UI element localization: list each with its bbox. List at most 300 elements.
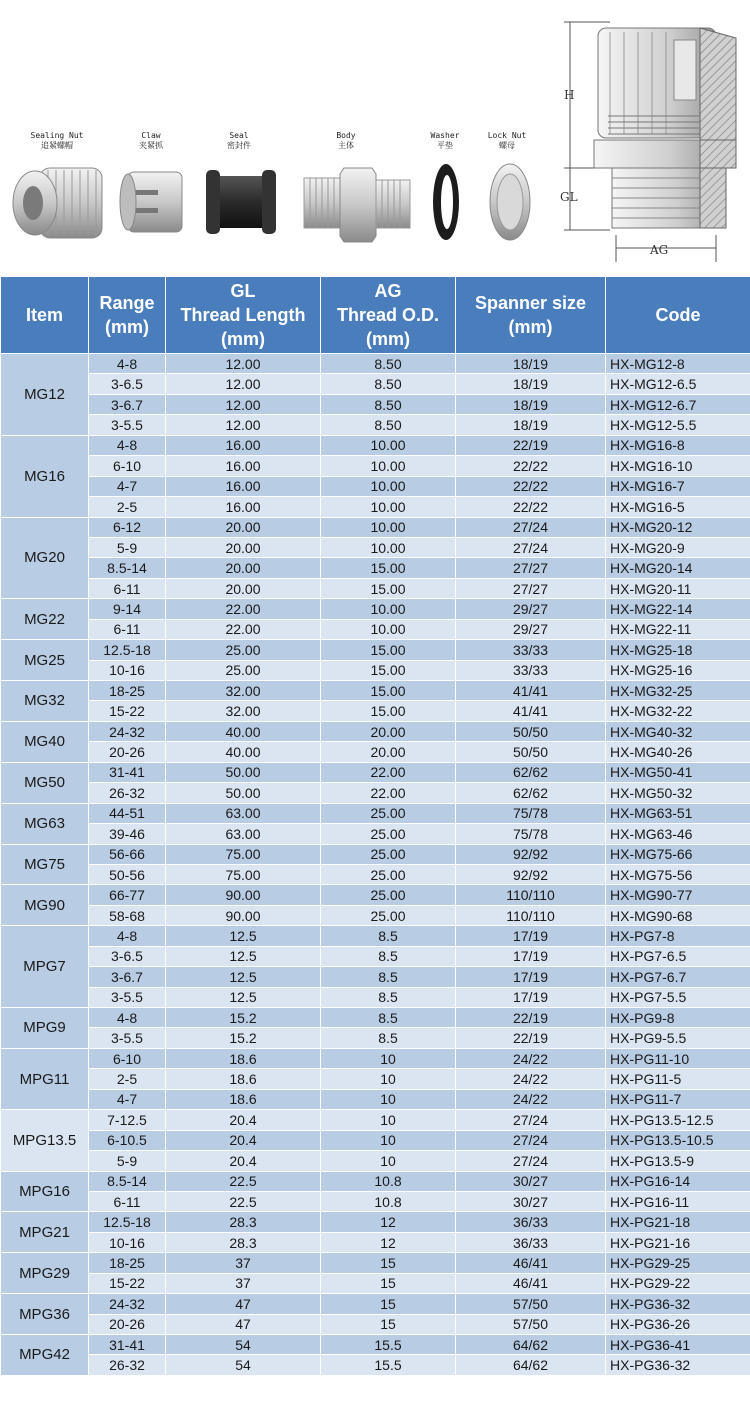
gl-cell: 15.2 [166, 1028, 321, 1048]
range-cell: 66-77 [89, 885, 166, 905]
range-cell: 6-11 [89, 619, 166, 639]
spanner-cell: 27/27 [456, 558, 606, 578]
code-cell: HX-PG36-32 [606, 1355, 750, 1375]
range-cell: 31-41 [89, 1335, 166, 1355]
gl-cell: 12.5 [166, 946, 321, 966]
range-cell: 5-9 [89, 1151, 166, 1171]
table-row [1, 1294, 750, 1314]
table-row [1, 1069, 750, 1089]
range-cell: 2-5 [89, 1069, 166, 1089]
ag-cell: 10 [321, 1151, 456, 1171]
gl-cell: 75.00 [166, 864, 321, 884]
spanner-cell: 27/27 [456, 578, 606, 598]
code-cell: HX-PG21-16 [606, 1232, 750, 1252]
range-cell: 4-8 [89, 926, 166, 946]
range-cell: 5-9 [89, 537, 166, 557]
table-row [1, 864, 750, 884]
code-cell: HX-PG7-5.5 [606, 987, 750, 1007]
gl-cell: 32.00 [166, 681, 321, 701]
table-row [1, 1130, 750, 1150]
range-cell: 18-25 [89, 681, 166, 701]
ag-cell: 15.00 [321, 558, 456, 578]
gl-cell: 15.2 [166, 1008, 321, 1028]
range-cell: 7-12.5 [89, 1110, 166, 1130]
ag-cell: 20.00 [321, 742, 456, 762]
range-cell: 4-7 [89, 1089, 166, 1109]
range-cell: 3-5.5 [89, 987, 166, 1007]
range-cell: 6-10 [89, 456, 166, 476]
part-label-sealing-nut: Sealing Nut 追紧螺帽 [30, 131, 84, 150]
gl-cell: 37 [166, 1273, 321, 1293]
table-row [1, 456, 750, 476]
range-cell: 4-7 [89, 476, 166, 496]
table-row [1, 824, 750, 844]
range-cell: 6-12 [89, 517, 166, 537]
part-label-washer: Washer 平垫 [430, 131, 460, 150]
gl-cell: 12.00 [166, 415, 321, 435]
spanner-cell: 30/27 [456, 1191, 606, 1211]
gl-cell: 40.00 [166, 721, 321, 741]
spanner-cell: 75/78 [456, 803, 606, 823]
header-item: Item [1, 277, 89, 354]
code-cell: HX-MG75-66 [606, 844, 750, 864]
ag-cell: 8.5 [321, 926, 456, 946]
range-cell: 8.5-14 [89, 1171, 166, 1191]
spanner-cell: 22/22 [456, 497, 606, 517]
gl-cell: 25.00 [166, 640, 321, 660]
ag-cell: 8.50 [321, 374, 456, 394]
gl-cell: 18.6 [166, 1069, 321, 1089]
table-row [1, 1212, 750, 1232]
code-cell: HX-PG36-41 [606, 1335, 750, 1355]
part-label-body: Body 主体 [336, 131, 356, 150]
table-row [1, 517, 750, 537]
code-cell: HX-PG11-10 [606, 1048, 750, 1068]
code-cell: HX-MG20-14 [606, 558, 750, 578]
ag-cell: 15.00 [321, 660, 456, 680]
spanner-cell: 27/24 [456, 1151, 606, 1171]
item-cell: MG32 [1, 681, 89, 722]
ag-cell: 8.5 [321, 1028, 456, 1048]
gl-cell: 20.00 [166, 537, 321, 557]
ag-cell: 8.5 [321, 967, 456, 987]
gl-cell: 12.00 [166, 354, 321, 374]
sealing-nut-part [13, 168, 102, 238]
code-cell: HX-PG36-32 [606, 1294, 750, 1314]
ag-cell: 15.5 [321, 1335, 456, 1355]
range-cell: 6-11 [89, 578, 166, 598]
item-cell: MPG9 [1, 1008, 89, 1049]
code-cell: HX-PG36-26 [606, 1314, 750, 1334]
gl-cell: 50.00 [166, 762, 321, 782]
spanner-cell: 24/22 [456, 1069, 606, 1089]
gl-cell: 50.00 [166, 783, 321, 803]
range-cell: 3-6.7 [89, 394, 166, 414]
ag-cell: 22.00 [321, 762, 456, 782]
spanner-cell: 41/41 [456, 701, 606, 721]
spanner-cell: 110/110 [456, 905, 606, 925]
gl-cell: 28.3 [166, 1212, 321, 1232]
spanner-cell: 22/19 [456, 435, 606, 455]
section-view-drawing [550, 0, 750, 275]
code-cell: HX-MG25-16 [606, 660, 750, 680]
table-row [1, 762, 750, 782]
spanner-cell: 64/62 [456, 1355, 606, 1375]
table-row [1, 987, 750, 1007]
table-row [1, 558, 750, 578]
code-cell: HX-PG9-5.5 [606, 1028, 750, 1048]
spanner-cell: 17/19 [456, 987, 606, 1007]
ag-cell: 25.00 [321, 864, 456, 884]
code-cell: HX-MG40-26 [606, 742, 750, 762]
table-row [1, 640, 750, 660]
gl-cell: 16.00 [166, 476, 321, 496]
code-cell: HX-PG16-14 [606, 1171, 750, 1191]
table-row [1, 742, 750, 762]
item-cell: MG25 [1, 640, 89, 681]
range-cell: 56-66 [89, 844, 166, 864]
gl-cell: 12.00 [166, 374, 321, 394]
ag-cell: 10.00 [321, 476, 456, 496]
ag-cell: 25.00 [321, 905, 456, 925]
table-row [1, 783, 750, 803]
table-row [1, 1191, 750, 1211]
part-label-seal: Seal 密封件 [227, 131, 251, 150]
table-row [1, 599, 750, 619]
table-row [1, 1028, 750, 1048]
table-row [1, 1008, 750, 1028]
gl-cell: 75.00 [166, 844, 321, 864]
header-code: Code [606, 277, 750, 354]
code-cell: HX-PG13.5-9 [606, 1151, 750, 1171]
table-row [1, 926, 750, 946]
ag-cell: 10.00 [321, 435, 456, 455]
range-cell: 26-32 [89, 1355, 166, 1375]
spanner-cell: 33/33 [456, 640, 606, 660]
ag-cell: 10.00 [321, 619, 456, 639]
part-label-lock-nut: Lock Nut 螺母 [487, 131, 527, 150]
code-cell: HX-PG7-6.5 [606, 946, 750, 966]
spanner-cell: 62/62 [456, 762, 606, 782]
gl-cell: 22.5 [166, 1171, 321, 1191]
ag-cell: 8.50 [321, 354, 456, 374]
gl-cell: 37 [166, 1253, 321, 1273]
range-cell: 26-32 [89, 783, 166, 803]
spanner-cell: 24/22 [456, 1089, 606, 1109]
spanner-cell: 92/92 [456, 844, 606, 864]
spanner-cell: 17/19 [456, 926, 606, 946]
code-cell: HX-PG7-6.7 [606, 967, 750, 987]
spanner-cell: 50/50 [456, 721, 606, 741]
code-cell: HX-MG63-51 [606, 803, 750, 823]
code-cell: HX-MG12-6.5 [606, 374, 750, 394]
code-cell: HX-MG75-56 [606, 864, 750, 884]
code-cell: HX-PG16-11 [606, 1191, 750, 1211]
ag-cell: 12 [321, 1212, 456, 1232]
code-cell: HX-MG90-77 [606, 885, 750, 905]
ag-cell: 10.00 [321, 537, 456, 557]
ag-cell: 8.5 [321, 987, 456, 1007]
table-row [1, 578, 750, 598]
item-cell: MG12 [1, 354, 89, 436]
ag-cell: 10.00 [321, 517, 456, 537]
code-cell: HX-MG16-5 [606, 497, 750, 517]
ag-cell: 12 [321, 1232, 456, 1252]
item-cell: MPG36 [1, 1294, 89, 1335]
gl-cell: 54 [166, 1335, 321, 1355]
ag-cell: 15 [321, 1273, 456, 1293]
gl-cell: 12.5 [166, 987, 321, 1007]
code-cell: HX-PG21-18 [606, 1212, 750, 1232]
range-cell: 20-26 [89, 742, 166, 762]
gl-cell: 12.5 [166, 967, 321, 987]
code-cell: HX-MG12-6.7 [606, 394, 750, 414]
range-cell: 24-32 [89, 721, 166, 741]
table-row [1, 1355, 750, 1375]
spanner-cell: 30/27 [456, 1171, 606, 1191]
ag-cell: 22.00 [321, 783, 456, 803]
ag-cell: 8.50 [321, 394, 456, 414]
table-row [1, 844, 750, 864]
body-part [304, 168, 410, 242]
ag-cell: 15.00 [321, 701, 456, 721]
code-cell: HX-MG90-68 [606, 905, 750, 925]
table-row [1, 660, 750, 680]
spanner-cell: 92/92 [456, 864, 606, 884]
code-cell: HX-MG20-12 [606, 517, 750, 537]
ag-cell: 15 [321, 1294, 456, 1314]
ag-cell: 10 [321, 1048, 456, 1068]
code-cell: HX-MG50-32 [606, 783, 750, 803]
header-range: Range (mm) [89, 277, 166, 354]
gl-cell: 20.4 [166, 1151, 321, 1171]
table-row [1, 1110, 750, 1130]
range-cell: 18-25 [89, 1253, 166, 1273]
gl-cell: 47 [166, 1294, 321, 1314]
item-cell: MPG42 [1, 1335, 89, 1376]
ag-cell: 15.00 [321, 578, 456, 598]
code-cell: HX-MG16-8 [606, 435, 750, 455]
range-cell: 6-10 [89, 1048, 166, 1068]
ag-cell: 10 [321, 1069, 456, 1089]
dimension-h-label: H [564, 88, 575, 102]
gl-cell: 63.00 [166, 803, 321, 823]
spanner-cell: 24/22 [456, 1048, 606, 1068]
range-cell: 10-16 [89, 660, 166, 680]
range-cell: 4-8 [89, 354, 166, 374]
spanner-cell: 36/33 [456, 1232, 606, 1252]
code-cell: HX-PG29-25 [606, 1253, 750, 1273]
code-cell: HX-PG11-7 [606, 1089, 750, 1109]
gl-cell: 12.5 [166, 926, 321, 946]
range-cell: 3-6.7 [89, 967, 166, 987]
spanner-cell: 18/19 [456, 394, 606, 414]
gl-cell: 22.00 [166, 619, 321, 639]
spanner-cell: 57/50 [456, 1294, 606, 1314]
range-cell: 58-68 [89, 905, 166, 925]
range-cell: 9-14 [89, 599, 166, 619]
ag-cell: 25.00 [321, 885, 456, 905]
spanner-cell: 18/19 [456, 354, 606, 374]
range-cell: 12.5-18 [89, 1212, 166, 1232]
code-cell: HX-MG32-25 [606, 681, 750, 701]
ag-cell: 15.5 [321, 1355, 456, 1375]
ag-cell: 15 [321, 1253, 456, 1273]
range-cell: 3-6.5 [89, 374, 166, 394]
spanner-cell: 57/50 [456, 1314, 606, 1334]
ag-cell: 15.00 [321, 681, 456, 701]
ag-cell: 10.00 [321, 497, 456, 517]
gl-cell: 22.5 [166, 1191, 321, 1211]
code-cell: HX-PG11-5 [606, 1069, 750, 1089]
spanner-cell: 17/19 [456, 967, 606, 987]
spanner-cell: 75/78 [456, 824, 606, 844]
ag-cell: 10.00 [321, 599, 456, 619]
gl-cell: 47 [166, 1314, 321, 1334]
table-row [1, 1232, 750, 1252]
code-cell: HX-MG12-8 [606, 354, 750, 374]
gl-cell: 54 [166, 1355, 321, 1375]
header-spanner-size: Spanner size (mm) [456, 277, 606, 354]
dimension-ag-label: AG [650, 243, 669, 257]
lock-nut-part [490, 164, 530, 240]
product-illustration [0, 0, 750, 275]
ag-cell: 10.8 [321, 1191, 456, 1211]
table-row [1, 435, 750, 455]
table-row [1, 905, 750, 925]
range-cell: 8.5-14 [89, 558, 166, 578]
header-gl: GL Thread Length (mm) [166, 277, 321, 354]
table-row [1, 354, 750, 374]
spanner-cell: 50/50 [456, 742, 606, 762]
code-cell: HX-MG25-18 [606, 640, 750, 660]
range-cell: 24-32 [89, 1294, 166, 1314]
range-cell: 39-46 [89, 824, 166, 844]
spanner-cell: 18/19 [456, 374, 606, 394]
ag-cell: 10 [321, 1089, 456, 1109]
item-cell: MG40 [1, 721, 89, 762]
table-row [1, 701, 750, 721]
gl-cell: 16.00 [166, 456, 321, 476]
code-cell: HX-PG13.5-12.5 [606, 1110, 750, 1130]
dimension-gl-label: GL [560, 190, 578, 204]
range-cell: 44-51 [89, 803, 166, 823]
spanner-cell: 22/22 [456, 476, 606, 496]
code-cell: HX-MG16-10 [606, 456, 750, 476]
spanner-cell: 29/27 [456, 619, 606, 639]
gl-cell: 18.6 [166, 1048, 321, 1068]
gl-cell: 32.00 [166, 701, 321, 721]
range-cell: 6-10.5 [89, 1130, 166, 1150]
header-ag: AG Thread O.D. (mm) [321, 277, 456, 354]
table-row [1, 1171, 750, 1191]
spanner-cell: 27/24 [456, 1130, 606, 1150]
spanner-cell: 36/33 [456, 1212, 606, 1232]
table-row [1, 803, 750, 823]
gl-cell: 63.00 [166, 824, 321, 844]
table-row [1, 885, 750, 905]
spanner-cell: 46/41 [456, 1253, 606, 1273]
range-cell: 3-5.5 [89, 415, 166, 435]
item-cell: MPG11 [1, 1048, 89, 1109]
code-cell: HX-MG22-11 [606, 619, 750, 639]
ag-cell: 8.5 [321, 946, 456, 966]
item-cell: MG20 [1, 517, 89, 599]
range-cell: 2-5 [89, 497, 166, 517]
code-cell: HX-PG9-8 [606, 1008, 750, 1028]
gl-cell: 20.00 [166, 517, 321, 537]
table-row [1, 1253, 750, 1273]
ag-cell: 25.00 [321, 844, 456, 864]
range-cell: 15-22 [89, 701, 166, 721]
table-row [1, 415, 750, 435]
item-cell: MG90 [1, 885, 89, 926]
ag-cell: 8.5 [321, 1008, 456, 1028]
gl-cell: 90.00 [166, 905, 321, 925]
spanner-cell: 62/62 [456, 783, 606, 803]
table-row [1, 1089, 750, 1109]
code-cell: HX-PG29-22 [606, 1273, 750, 1293]
code-cell: HX-MG32-22 [606, 701, 750, 721]
ag-cell: 10 [321, 1130, 456, 1150]
ag-cell: 8.50 [321, 415, 456, 435]
range-cell: 3-5.5 [89, 1028, 166, 1048]
table-row [1, 1151, 750, 1171]
gl-cell: 12.00 [166, 394, 321, 414]
spanner-cell: 29/27 [456, 599, 606, 619]
table-row [1, 1314, 750, 1334]
gl-cell: 90.00 [166, 885, 321, 905]
range-cell: 12.5-18 [89, 640, 166, 660]
range-cell: 20-26 [89, 1314, 166, 1334]
code-cell: HX-MG50-41 [606, 762, 750, 782]
gl-cell: 20.4 [166, 1110, 321, 1130]
claw-part [120, 172, 182, 232]
item-cell: MG50 [1, 762, 89, 803]
item-cell: MPG7 [1, 926, 89, 1008]
range-cell: 4-8 [89, 435, 166, 455]
table-row [1, 681, 750, 701]
table-row [1, 497, 750, 517]
spanner-cell: 27/24 [456, 1110, 606, 1130]
table-row [1, 394, 750, 414]
spanner-cell: 41/41 [456, 681, 606, 701]
ag-cell: 25.00 [321, 803, 456, 823]
code-cell: HX-MG63-46 [606, 824, 750, 844]
gl-cell: 20.00 [166, 558, 321, 578]
gl-cell: 20.4 [166, 1130, 321, 1150]
table-row [1, 1273, 750, 1293]
ag-cell: 15 [321, 1314, 456, 1334]
spanner-cell: 33/33 [456, 660, 606, 680]
spanner-cell: 27/24 [456, 537, 606, 557]
specification-table [0, 276, 750, 1376]
code-cell: HX-MG20-11 [606, 578, 750, 598]
range-cell: 4-8 [89, 1008, 166, 1028]
ag-cell: 10.8 [321, 1171, 456, 1191]
item-cell: MPG29 [1, 1253, 89, 1294]
code-cell: HX-MG22-14 [606, 599, 750, 619]
table-row [1, 967, 750, 987]
code-cell: HX-PG7-8 [606, 926, 750, 946]
code-cell: HX-MG12-5.5 [606, 415, 750, 435]
range-cell: 50-56 [89, 864, 166, 884]
ag-cell: 15.00 [321, 640, 456, 660]
gl-cell: 18.6 [166, 1089, 321, 1109]
spanner-cell: 17/19 [456, 946, 606, 966]
gl-cell: 22.00 [166, 599, 321, 619]
exploded-parts-drawing [0, 150, 550, 250]
